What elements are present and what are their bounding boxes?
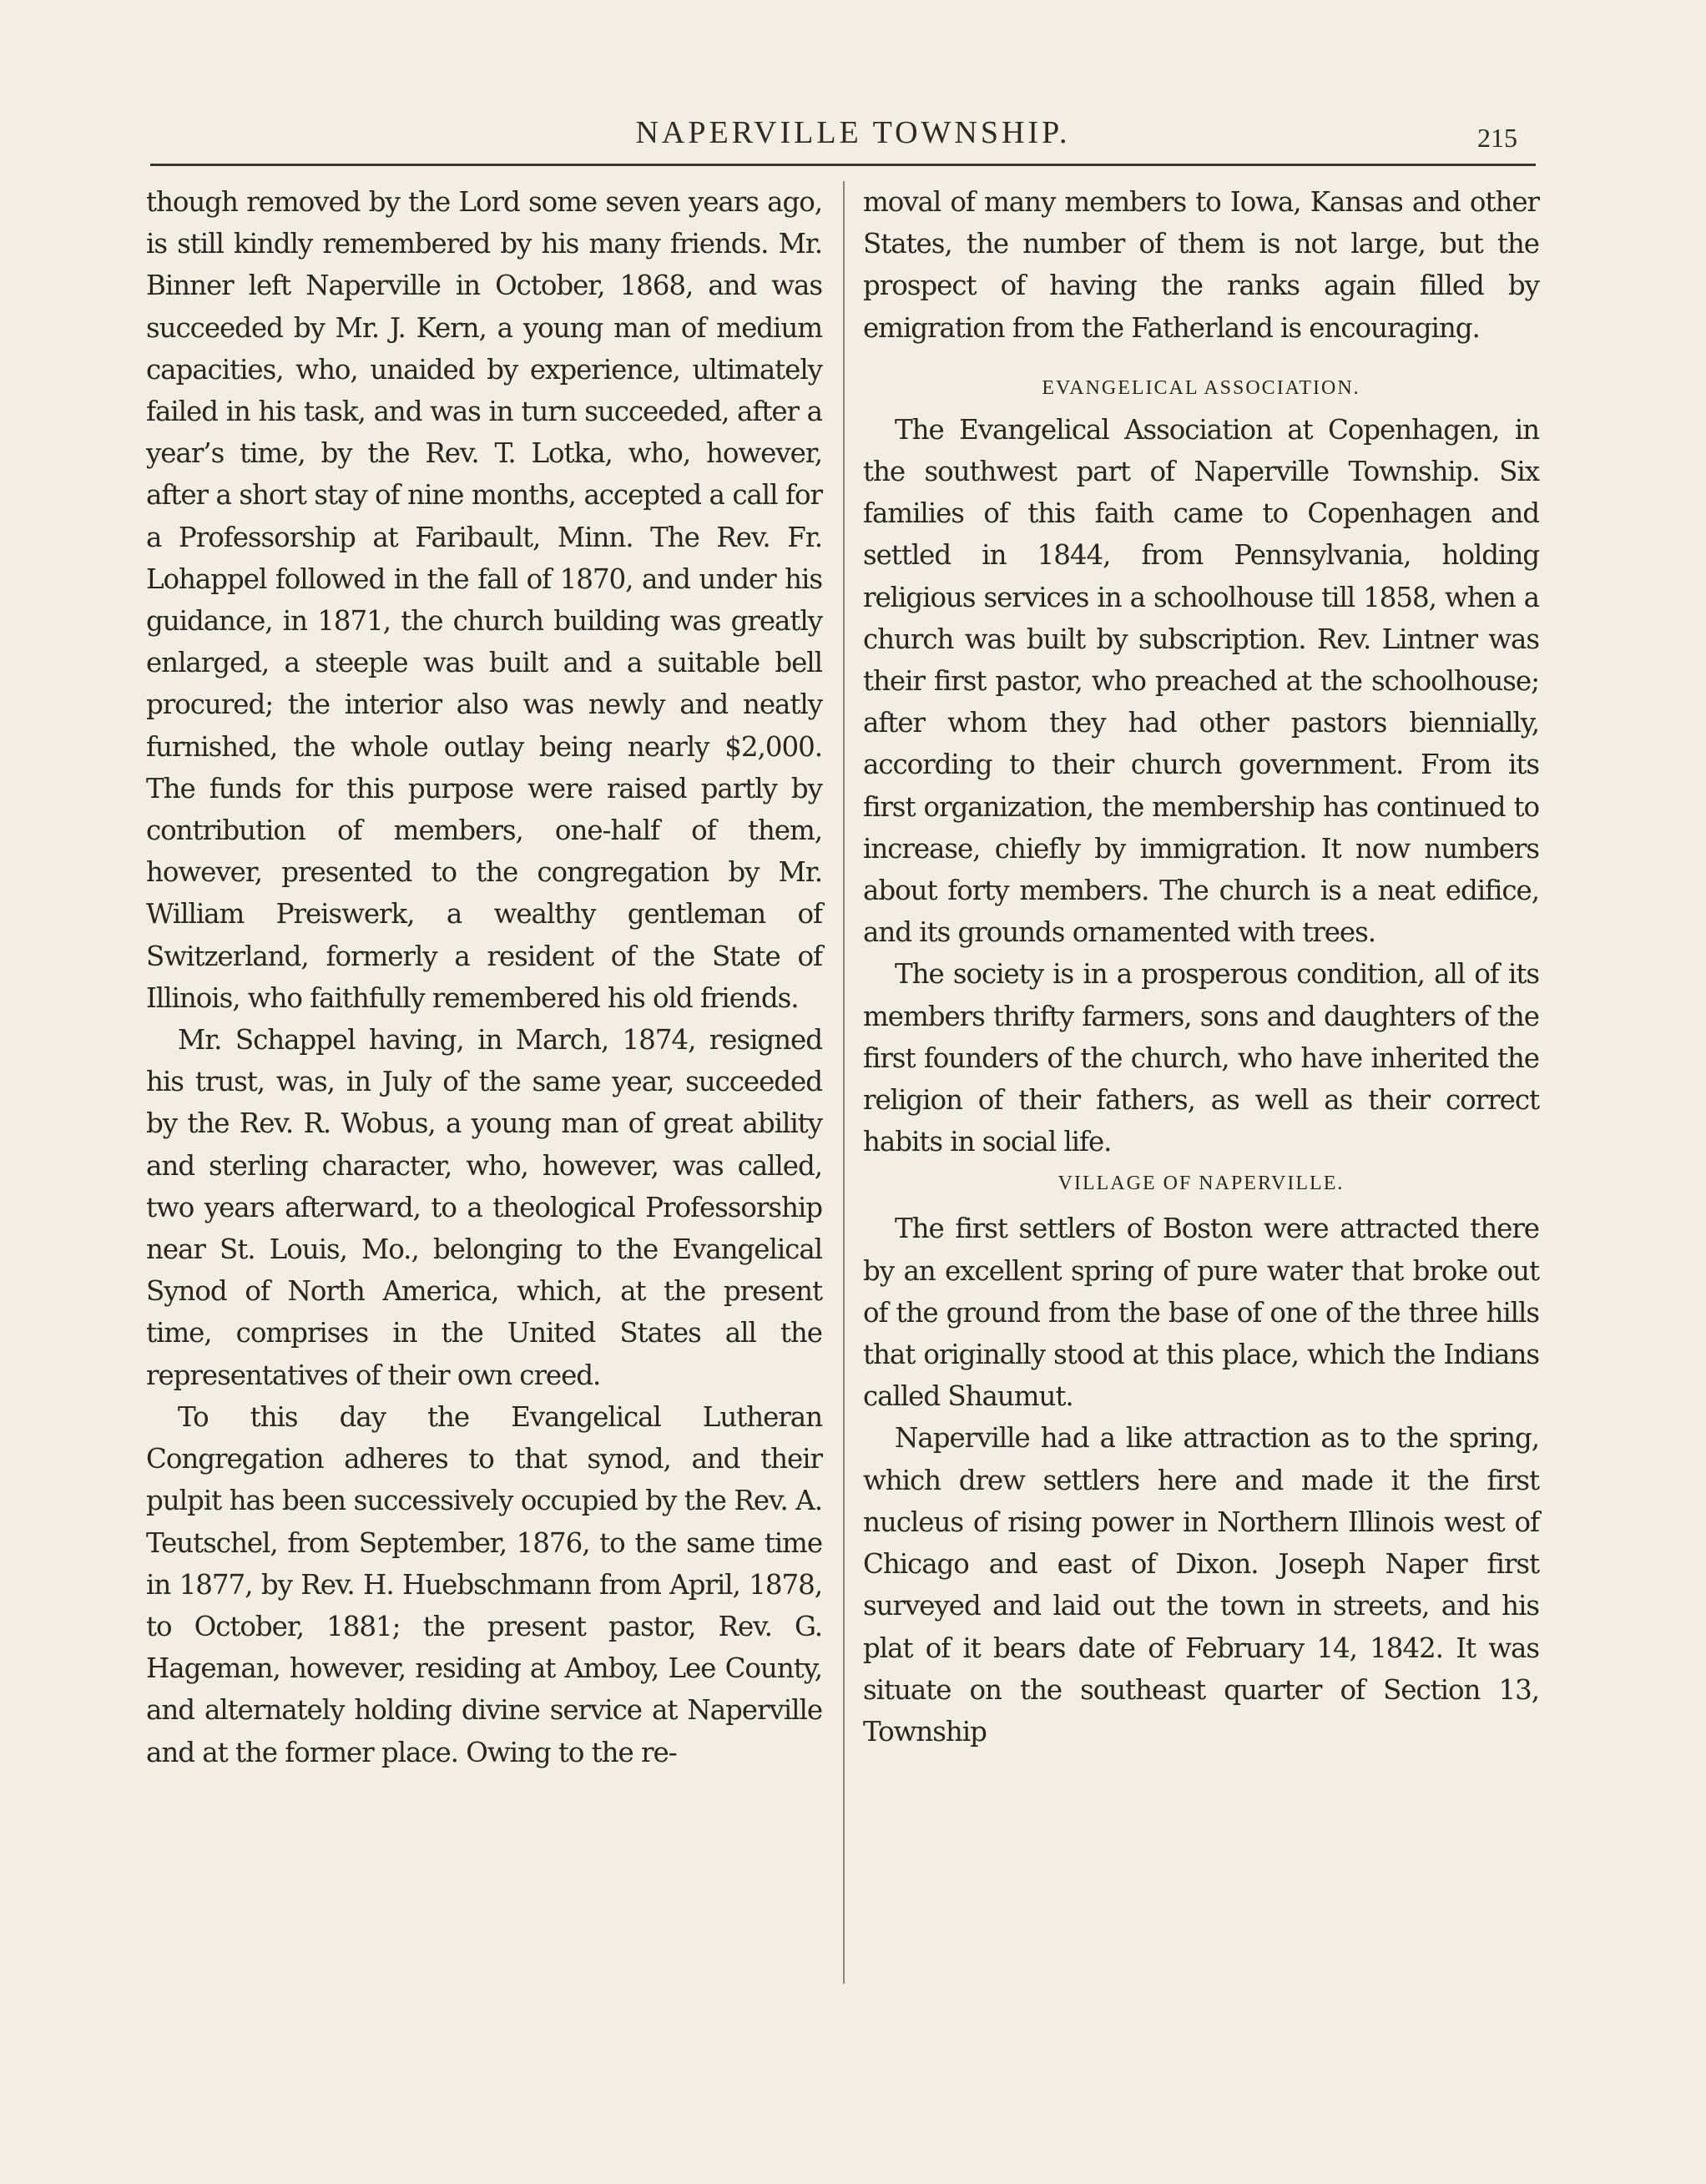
section-heading: VILLAGE OF NAPERVILLE.: [1057, 1173, 1345, 1195]
page-number: 215: [1477, 123, 1517, 153]
page-title: NAPERVILLE TOWNSHIP.: [635, 115, 1071, 150]
paragraph: moval of many members to Iowa, Kansas and other States, the number of them is not large, but the prospect of having the ranks again filled by emigration from the Fatherland is encouraging.: [863, 186, 1539, 344]
paragraph: The first settlers of Boston were attracted there by an excellent spring of pure water that broke out of the ground from the base of one of the three hills that originally stood at this place, which the Indians called Shaumut.: [863, 1213, 1539, 1413]
left-column: [146, 181, 822, 1773]
column-divider: [843, 181, 845, 1984]
paragraph: Mr. Schappel having, in March, 1874, resigned his trust, was, in July of the same year, succeeded by the Rev. R. Wobus, a young man of great ability and sterling character, who, however, was called, two years afterward, to a theological Professorship near St. Louis, Mo., belonging to the Evangelical Synod of North America, which, at the present time, comprises in the United States all the representatives of their own creed.: [146, 1024, 822, 1391]
section-heading: EVANGELICAL ASSOCIATION.: [1042, 376, 1360, 399]
paragraph: Naperville had a like attraction as to the spring, which drew settlers here and made it the first nucleus of rising power in Northern Illinois west of Chicago and east of Dixon. Joseph Naper first surveyed and laid out the town in streets, and his plat of it bears date of February 14, 1842. It was situate on the southeast quarter of Section 13, Township: [863, 1422, 1539, 1748]
running-head: [0, 114, 1706, 156]
paragraph: The Evangelical Association at Copenhagen, in the southwest part of Naperville Township. Six families of this faith came to Copenhagen and settled in 1844, from Pennsylvania, holding religious services in a schoolhouse till 1858, when a church was built by subscription. Rev. Lintner was their first pastor, who preached at the schoolhouse; after whom they had other pastors biennially, according to their church government. From its first organization, the membership has continued to increase, chiefly by immigration. It now numbers about forty members. The church is a neat edifice, and its grounds ornamented with trees.: [863, 413, 1539, 949]
paragraph: To this day the Evangelical Lutheran Congregation adheres to that synod, and their pulpit has been successively occupied by the Rev. A. Teutschel, from September, 1876, to the same time in 1877, by Rev. H. Huebschmann from April, 1878, to October, 1881; the present pastor, Rev. G. Hageman, however, residing at Amboy, Lee County, and alternately holding divine service at Naperville and at the former place. Owing to the re-: [146, 1400, 822, 1768]
right-column: [863, 181, 1539, 1753]
header-rule: [150, 164, 1536, 166]
paragraph: The society is in a prosperous condition, all of its members thrifty farmers, sons and daughters of the first founders of the church, who have inherited the religion of their fathers, as well as their correct habits in social life.: [863, 958, 1539, 1158]
paragraph: though removed by the Lord some seven years ago, is still kindly remembered by his many friends. Mr. Binner left Naperville in October, 1868, and was succeeded by Mr. J. Kern, a young man of medium capacities, who, unaided by experience, ultimately failed in his task, and was in turn succeeded, after a year’s time, by the Rev. T. Lotka, who, however, after a short stay of nine months, accepted a call for a Professorship at Faribault, Minn. The Rev. Fr. Lohappel followed in the fall of 1870, and under his guidance, in 1871, the church building was greatly enlarged, a steeple was built and a suitable bell procured; the interior also was newly and neatly furnished, the whole outlay being nearly $2,000. The funds for this purpose were raised partly by contribution of members, one-half of them, however, presented to the congregation by Mr. William Preiswerk, a wealthy gentleman of Switzerland, formerly a resident of the State of Illinois, who faithfully remembered his old friends.: [146, 186, 822, 1014]
